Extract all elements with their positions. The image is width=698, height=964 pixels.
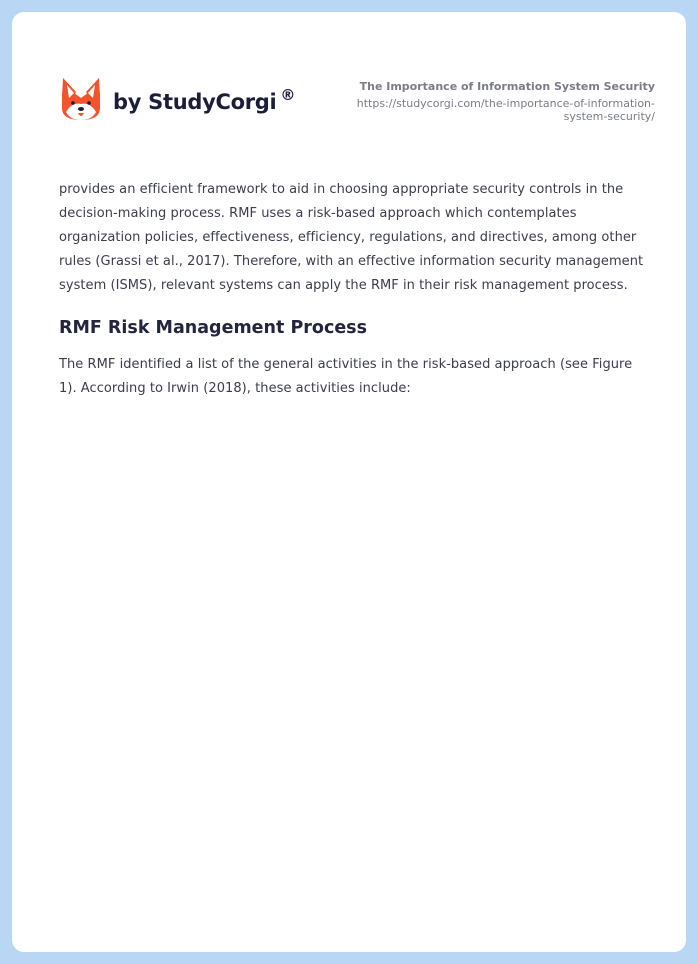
logo-text: by StudyCorgi <box>113 90 277 114</box>
registered-mark: ® <box>280 86 296 104</box>
body-paragraph: provides an efficient framework to aid in choosing appropriate security controls in the decision-making process. RMF uses a risk-based approach which contemplates organization policies, effectiveness, efficiency, regulations, and directives, among other rules (Grassi et al., 2017). Therefore, with an effective information security management system (ISMS), relevant systems can apply the RMF in their risk management process. <box>59 182 644 293</box>
document-url[interactable]: https://studycorgi.com/the-importance-of-information-system-security/ <box>356 97 655 123</box>
body-paragraph: The RMF identified a list of the general activities in the risk-based approach (see Figure 1). According to Irwin (2018), these activities include: <box>59 357 633 396</box>
document-meta <box>325 80 655 123</box>
corgi-icon <box>60 76 102 122</box>
studycorgi-logo[interactable] <box>60 76 295 122</box>
section-heading: RMF Risk Management Process <box>59 318 368 338</box>
document-title: The Importance of Information System Security <box>359 80 655 93</box>
logo-wordmark <box>113 86 296 114</box>
document-content <box>59 178 649 401</box>
page-header <box>12 12 686 152</box>
document-page <box>12 12 686 952</box>
